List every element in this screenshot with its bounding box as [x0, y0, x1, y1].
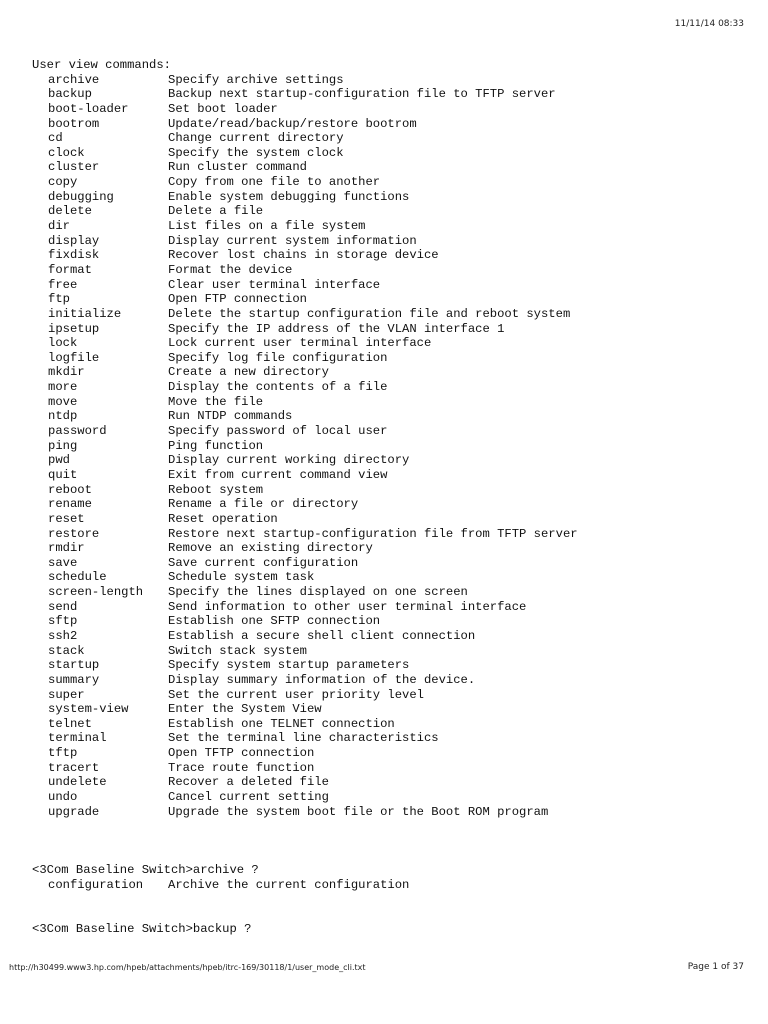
command-name: rmdir [48, 541, 85, 556]
cli-prompt-archive: <3Com Baseline Switch>archive ? [32, 863, 259, 878]
command-description: Format the device [168, 262, 293, 277]
command-description: Recover a deleted file [168, 775, 329, 790]
command-description: Display summary information of the device. [168, 672, 476, 687]
command-name: ssh2 [48, 628, 78, 643]
command-row [32, 453, 578, 468]
command-description: Display current system information [168, 233, 417, 248]
command-name: tracert [48, 760, 100, 775]
command-row [32, 556, 578, 571]
command-name: boot-loader [48, 101, 129, 116]
command-row [32, 629, 578, 644]
command-row [32, 336, 578, 351]
command-row [32, 409, 578, 424]
command-name: save [48, 555, 78, 570]
command-name: startup [48, 658, 100, 673]
command-description: Move the file [168, 394, 264, 409]
command-row [32, 190, 578, 205]
command-row [32, 614, 578, 629]
command-name: move [48, 394, 78, 409]
document-body [32, 58, 578, 936]
command-row [32, 117, 578, 132]
command-name: dir [48, 219, 70, 234]
command-row [32, 805, 578, 820]
command-description: Rename a file or directory [168, 497, 359, 512]
command-name: clock [48, 145, 85, 160]
command-row [32, 570, 578, 585]
command-row [32, 468, 578, 483]
option-description: Archive the current configuration [168, 877, 410, 892]
command-name: cluster [48, 160, 100, 175]
command-description: Schedule system task [168, 570, 315, 585]
command-description: Establish one SFTP connection [168, 614, 381, 629]
command-description: Ping function [168, 438, 264, 453]
command-row [32, 351, 578, 366]
command-name: delete [48, 204, 92, 219]
command-row [32, 541, 578, 556]
command-name: super [48, 687, 85, 702]
command-row [32, 248, 578, 263]
command-description: Display the contents of a file [168, 380, 388, 395]
command-row [32, 263, 578, 278]
command-description: Specify the IP address of the VLAN interface 1 [168, 321, 505, 336]
command-name: sftp [48, 614, 78, 629]
command-row [32, 380, 578, 395]
command-row [32, 673, 578, 688]
command-description: Display current working directory [168, 453, 410, 468]
cli-prompt-backup: <3Com Baseline Switch>backup ? [32, 921, 252, 936]
command-name: tftp [48, 746, 78, 761]
command-row [32, 146, 578, 161]
command-row [32, 644, 578, 659]
command-description: Restore next startup-configuration file from TFTP server [168, 526, 578, 541]
command-description: Cancel current setting [168, 790, 329, 805]
command-description: Switch stack system [168, 643, 307, 658]
command-description: Exit from current command view [168, 467, 388, 482]
command-row [32, 322, 578, 337]
page-number: Page 1 of 37 [687, 962, 744, 972]
command-row [32, 731, 578, 746]
command-row [32, 278, 578, 293]
command-description: Recover lost chains in storage device [168, 248, 439, 263]
command-row [32, 365, 578, 380]
command-name: free [48, 277, 78, 292]
command-row [32, 717, 578, 732]
command-description: Remove an existing directory [168, 541, 373, 556]
command-description: Specify password of local user [168, 424, 388, 439]
command-row [32, 512, 578, 527]
command-description: Copy from one file to another [168, 175, 381, 190]
command-description: Delete a file [168, 204, 264, 219]
command-row [32, 102, 578, 117]
command-list [32, 73, 578, 820]
command-row [32, 175, 578, 190]
command-name: stack [48, 643, 85, 658]
command-name: reset [48, 511, 85, 526]
command-description: Specify log file configuration [168, 350, 388, 365]
command-row [32, 688, 578, 703]
option-name: configuration [48, 877, 144, 892]
command-row [32, 439, 578, 454]
section-heading: User view commands: [32, 58, 171, 72]
command-description: Upgrade the system boot file or the Boot ROM program [168, 804, 549, 819]
command-description: Send information to other user terminal interface [168, 599, 527, 614]
command-name: send [48, 599, 78, 614]
archive-option-row [32, 878, 578, 893]
command-description: Set boot loader [168, 101, 278, 116]
command-name: undelete [48, 775, 107, 790]
command-name: lock [48, 336, 78, 351]
command-row [32, 87, 578, 102]
command-description: Establish one TELNET connection [168, 716, 395, 731]
command-description: Reboot system [168, 482, 264, 497]
command-description: Specify the system clock [168, 145, 344, 160]
command-name: ipsetup [48, 321, 100, 336]
command-name: telnet [48, 716, 92, 731]
command-name: restore [48, 526, 100, 541]
command-name: screen-length [48, 585, 144, 600]
command-description: Set the current user priority level [168, 687, 424, 702]
command-description: Change current directory [168, 131, 344, 146]
command-description: Lock current user terminal interface [168, 336, 432, 351]
command-description: Save current configuration [168, 555, 359, 570]
command-name: initialize [48, 306, 122, 321]
command-name: format [48, 262, 92, 277]
command-name: ping [48, 438, 78, 453]
command-description: Enable system debugging functions [168, 189, 410, 204]
command-row [32, 585, 578, 600]
command-description: List files on a file system [168, 219, 366, 234]
command-row [32, 775, 578, 790]
command-name: mkdir [48, 365, 85, 380]
command-row [32, 702, 578, 717]
command-row [32, 483, 578, 498]
command-name: pwd [48, 453, 70, 468]
command-row [32, 527, 578, 542]
command-name: more [48, 380, 78, 395]
command-row [32, 395, 578, 410]
command-name: archive [48, 72, 100, 87]
command-description: Reset operation [168, 511, 278, 526]
command-description: Establish a secure shell client connection [168, 628, 476, 643]
command-row [32, 234, 578, 249]
command-name: schedule [48, 570, 107, 585]
command-name: cd [48, 131, 63, 146]
command-name: backup [48, 87, 92, 102]
command-row [32, 219, 578, 234]
command-name: display [48, 233, 100, 248]
command-name: fixdisk [48, 248, 100, 263]
command-description: Trace route function [168, 760, 315, 775]
command-name: ftp [48, 292, 70, 307]
command-row [32, 160, 578, 175]
command-name: terminal [48, 731, 107, 746]
source-url: http://h30499.www3.hp.com/hpeb/attachments/hpeb/itrc-169/30118/1/user_mode_cli.txt [9, 963, 366, 972]
command-name: password [48, 424, 107, 439]
command-name: rename [48, 497, 92, 512]
command-description: Backup next startup-configuration file to TFTP server [168, 87, 556, 102]
command-description: Run NTDP commands [168, 409, 293, 424]
command-description: Specify archive settings [168, 72, 344, 87]
command-name: summary [48, 672, 100, 687]
command-description: Open TFTP connection [168, 746, 315, 761]
command-description: Clear user terminal interface [168, 277, 381, 292]
command-name: logfile [48, 350, 100, 365]
command-description: Update/read/backup/restore bootrom [168, 116, 417, 131]
command-row [32, 307, 578, 322]
command-name: undo [48, 790, 78, 805]
command-row [32, 658, 578, 673]
command-name: bootrom [48, 116, 100, 131]
command-row [32, 204, 578, 219]
command-description: Run cluster command [168, 160, 307, 175]
command-description: Open FTP connection [168, 292, 307, 307]
command-row [32, 746, 578, 761]
command-description: Delete the startup configuration file and reboot system [168, 306, 571, 321]
command-description: Set the terminal line characteristics [168, 731, 439, 746]
command-description: Specify system startup parameters [168, 658, 410, 673]
command-row [32, 600, 578, 615]
command-row [32, 497, 578, 512]
command-row [32, 73, 578, 88]
command-name: ntdp [48, 409, 78, 424]
command-name: quit [48, 467, 78, 482]
print-timestamp: 11/11/14 08:33 [674, 19, 744, 29]
command-name: upgrade [48, 804, 100, 819]
command-row [32, 131, 578, 146]
command-description: Enter the System View [168, 702, 322, 717]
command-description: Create a new directory [168, 365, 329, 380]
command-name: debugging [48, 189, 114, 204]
command-name: copy [48, 175, 78, 190]
command-description: Specify the lines displayed on one screen [168, 585, 468, 600]
command-row [32, 292, 578, 307]
command-row [32, 761, 578, 776]
command-row [32, 424, 578, 439]
command-row [32, 790, 578, 805]
command-name: system-view [48, 702, 129, 717]
command-name: reboot [48, 482, 92, 497]
